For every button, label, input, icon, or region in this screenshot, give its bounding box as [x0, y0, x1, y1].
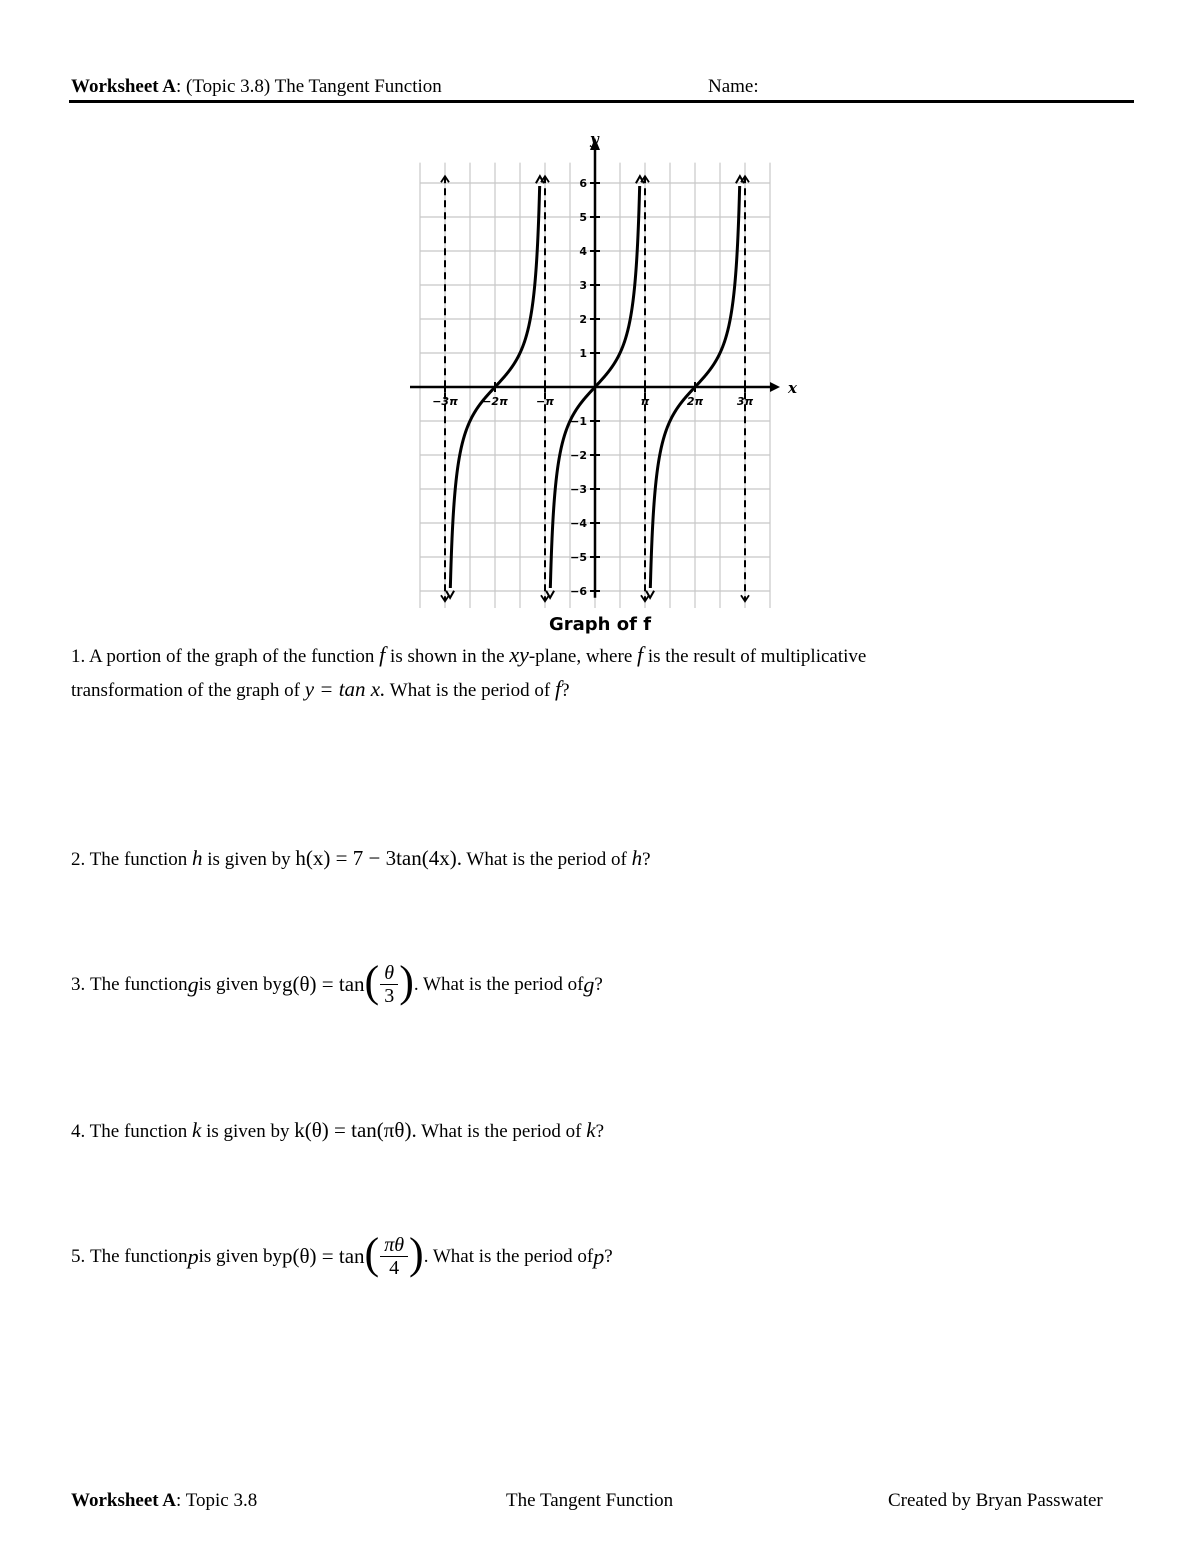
q4-text-c: What is the period of	[416, 1121, 587, 1142]
x-tick-label: π	[640, 395, 650, 408]
q5-right-paren: )	[409, 1228, 424, 1278]
q4-expression: k(θ) = tan(πθ).	[294, 1118, 417, 1142]
curve-arrow-up	[736, 176, 744, 183]
q1-var-f2: f	[637, 642, 644, 667]
curve-arrow-up	[636, 176, 644, 183]
curve-arrow-up	[536, 176, 544, 183]
name-label: Name:	[708, 76, 759, 97]
x-tick-label: 3π	[736, 395, 754, 408]
q1-text-f: What is the period of	[385, 680, 555, 701]
q3-lhs: g(θ) = tan	[282, 972, 365, 996]
x-tick-label: −π	[536, 395, 554, 408]
y-tick-label: −1	[570, 415, 587, 428]
footer-worksheet-label: Worksheet A	[71, 1490, 177, 1511]
q1-text-a: A portion of the graph of the function	[88, 646, 380, 667]
x-axis-label: x	[788, 379, 797, 397]
y-axis-label: y	[590, 130, 599, 148]
q5-end: ?	[604, 1245, 613, 1267]
worksheet-label: Worksheet A	[71, 76, 177, 97]
q3-text-a: The function	[90, 973, 188, 995]
y-tick-label: 1	[579, 347, 587, 360]
q2-text-c: What is the period of	[462, 849, 632, 870]
question-4	[71, 1118, 604, 1143]
q5-left-paren: (	[364, 1228, 380, 1278]
q5-denominator: 4	[389, 1257, 400, 1279]
footer-left	[71, 1490, 257, 1512]
q1-text-e: transformation of the graph of	[71, 680, 305, 701]
question-1	[71, 642, 866, 668]
q3-end: ?	[594, 973, 603, 995]
q3-var-end: g	[583, 971, 595, 997]
footer-topic: : Topic 3.8	[176, 1490, 258, 1511]
graph-caption: Graph of f	[549, 614, 652, 635]
y-tick-label: −5	[570, 551, 587, 564]
q4-text-a: The function	[89, 1121, 193, 1142]
q4-var: k	[192, 1118, 202, 1142]
q5-var: p	[187, 1243, 199, 1269]
y-tick-label: 3	[579, 279, 587, 292]
q2-number: 2.	[71, 849, 86, 870]
question-3	[71, 956, 603, 1007]
y-tick-label: −4	[570, 517, 587, 530]
q1-number: 1.	[71, 646, 86, 667]
question-5	[71, 1228, 613, 1279]
header-rule	[69, 100, 1134, 103]
q2-text-b: is given by	[202, 849, 296, 870]
q5-lhs: p(θ) = tan	[282, 1244, 365, 1268]
q2-text-a: The function	[89, 849, 193, 870]
q3-left-paren: (	[364, 956, 380, 1006]
tangent-graph	[400, 130, 800, 620]
header	[71, 76, 442, 98]
worksheet-topic: : (Topic 3.8) The Tangent Function	[176, 76, 442, 97]
q3-numerator: θ	[380, 962, 398, 985]
q5-number: 5.	[71, 1245, 86, 1267]
q3-var: g	[187, 971, 199, 997]
q1-end: ?	[561, 680, 570, 701]
q2-var: h	[192, 846, 203, 870]
q2-end: ?	[642, 849, 651, 870]
q1-xy: xy	[509, 642, 529, 667]
q2-expression: h(x) = 7 − 3tan(4x).	[295, 846, 462, 870]
q5-text-b: is given by	[198, 1245, 282, 1267]
x-tick-label: −3π	[432, 395, 458, 408]
q1-text-c: -plane, where	[528, 646, 637, 667]
q2-var-end: h	[631, 846, 643, 870]
q1-text-b: is shown in the	[385, 646, 510, 667]
question-2	[71, 846, 651, 871]
q3-right-paren: )	[399, 956, 414, 1006]
q3-fraction	[380, 962, 398, 1007]
question-1-line-2	[71, 676, 570, 702]
q5-text-a: The function	[90, 1245, 188, 1267]
q4-number: 4.	[71, 1121, 86, 1142]
y-tick-label: −3	[570, 483, 587, 496]
x-tick-label: −2π	[482, 395, 508, 408]
x-axis-arrow	[770, 382, 780, 392]
q1-text-d: is the result of multiplicative	[643, 646, 867, 667]
y-tick-label: 4	[579, 245, 587, 258]
footer-center: The Tangent Function	[506, 1490, 674, 1511]
q1-var-f: f	[379, 642, 386, 667]
q3-text-b: is given by	[198, 973, 282, 995]
y-tick-label: −2	[570, 449, 587, 462]
q3-denominator: 3	[384, 985, 395, 1007]
q5-var-end: p	[593, 1243, 605, 1269]
q3-text-c: . What is the period of	[413, 973, 584, 995]
q5-text-c: . What is the period of	[423, 1245, 594, 1267]
q3-number: 3.	[71, 973, 86, 995]
q1-var-f3: f	[554, 676, 562, 701]
y-tick-label: 2	[579, 313, 587, 326]
y-tick-label: −6	[570, 585, 587, 598]
q1-equation: y = tan x.	[304, 677, 386, 701]
y-tick-label: 6	[579, 177, 587, 190]
q4-var-end: k	[586, 1118, 596, 1142]
q5-numerator: πθ	[380, 1234, 408, 1257]
y-tick-label: 5	[579, 211, 587, 224]
q4-end: ?	[595, 1121, 605, 1142]
q4-text-b: is given by	[201, 1121, 295, 1142]
q5-fraction	[380, 1234, 408, 1279]
footer-right: Created by Bryan Passwater	[888, 1490, 1103, 1511]
x-tick-label: 2π	[686, 395, 704, 408]
axes	[410, 138, 780, 598]
